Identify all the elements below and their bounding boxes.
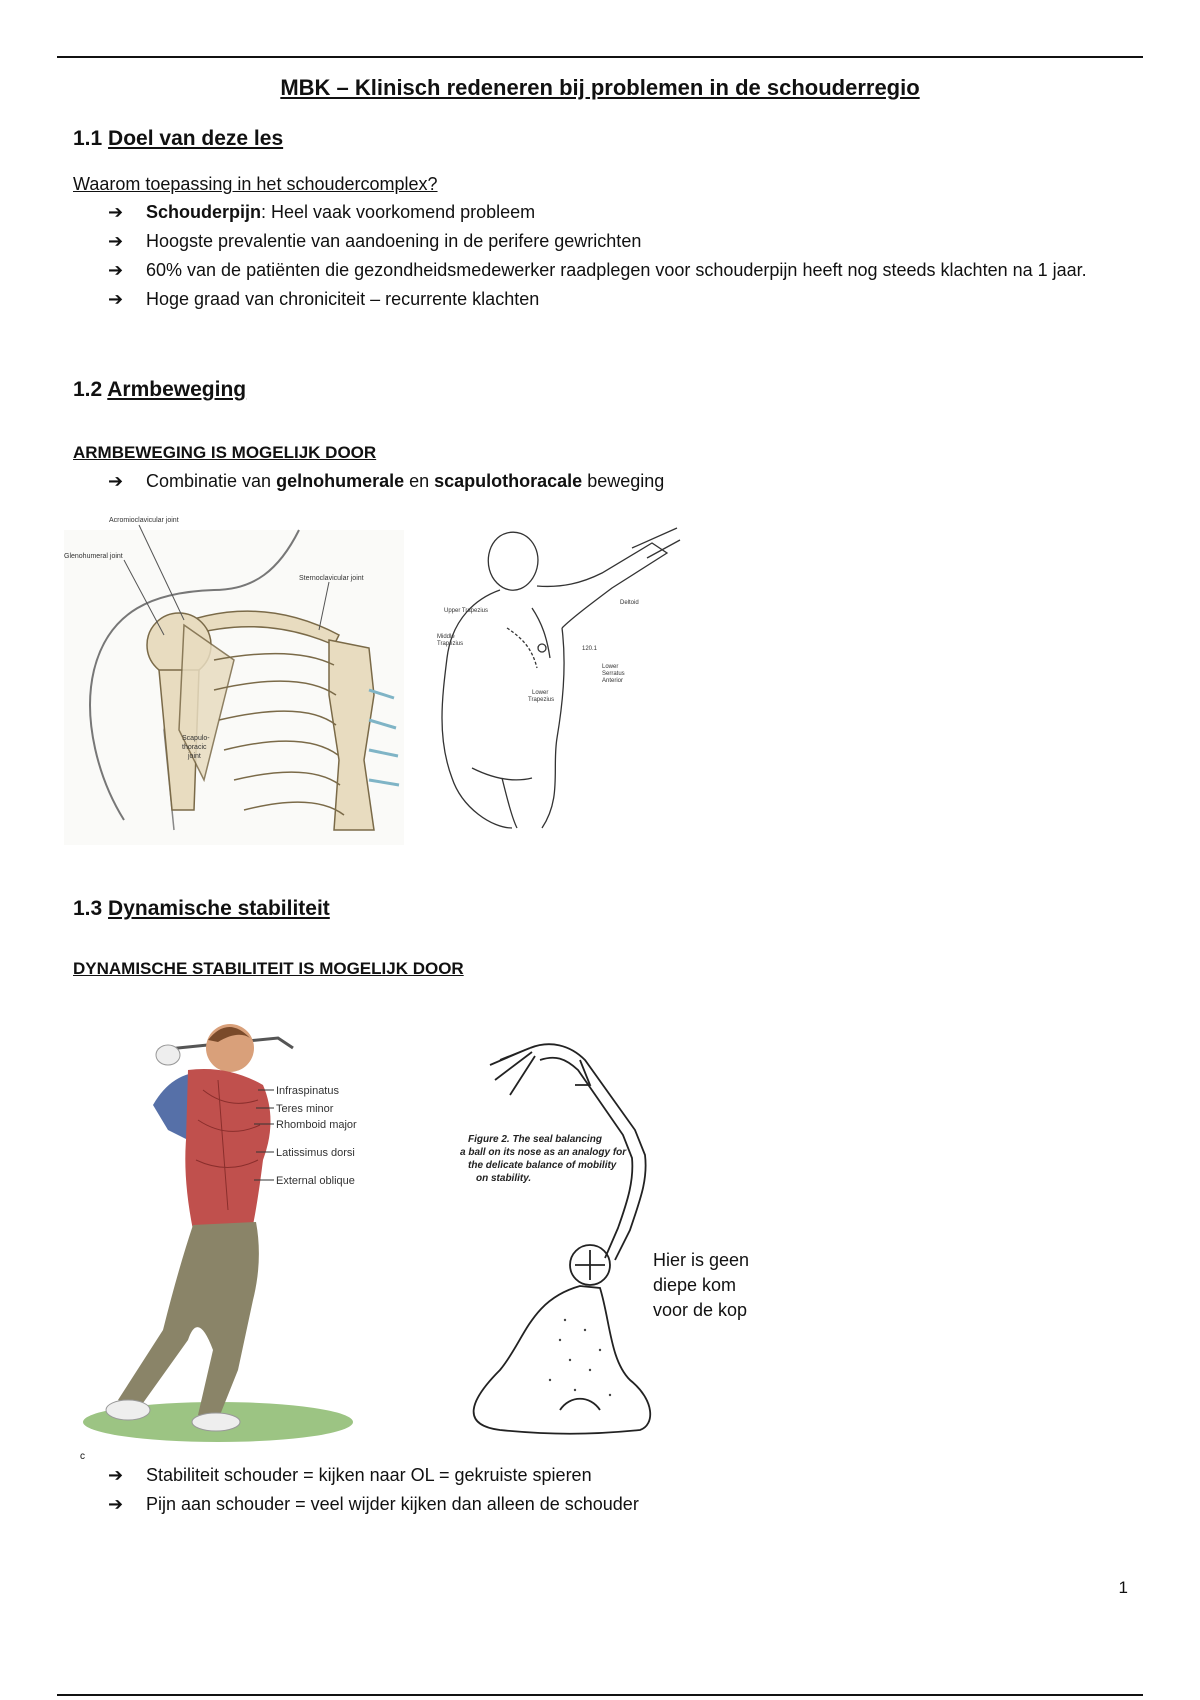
- arrow-icon: ➔: [108, 471, 124, 491]
- document-title: MBK – Klinisch redeneren bij problemen in de schouderregio: [280, 75, 920, 100]
- caption-line-4: on stability.: [476, 1173, 532, 1184]
- top-rule: [57, 56, 1143, 58]
- section-intro: Waarom toepassing in het schoudercomplex?: [73, 174, 438, 194]
- bullet-text: : Heel vaak voorkomend probleem: [261, 202, 536, 222]
- bullet-bold: Schouderpijn: [146, 202, 262, 222]
- section-1-2-bullets: [108, 467, 1128, 496]
- section-title: Doel van deze les: [108, 127, 284, 150]
- label-middle: Middle: [437, 634, 455, 640]
- bullet-item: [108, 1490, 1128, 1519]
- note-line: Hier is geen: [653, 1250, 750, 1270]
- section-subheading: ARMBEWEGING IS MOGELIJK DOOR: [73, 443, 377, 462]
- bullet-item: [108, 467, 1128, 496]
- section-subheading: DYNAMISCHE STABILITEIT IS MOGELIJK DOOR: [73, 959, 464, 978]
- arrow-icon: ➔: [108, 260, 124, 280]
- arrow-icon: ➔: [108, 202, 124, 222]
- label-latissimus-dorsi: Latissimus dorsi: [276, 1147, 355, 1159]
- bullet-text: Stabiliteit schouder = kijken naar OL = gekruiste spieren: [146, 1465, 592, 1485]
- section-1-3-heading: [73, 897, 330, 921]
- section-1-1-heading: [73, 127, 283, 151]
- arrow-icon: ➔: [108, 289, 124, 309]
- arrow-icon: ➔: [108, 1465, 124, 1485]
- label-sternoclavicular: Sternoclavicular joint: [299, 575, 364, 582]
- bullet-text: Combinatie van: [146, 471, 277, 491]
- label-deltoid: Deltoid: [620, 600, 639, 606]
- caption-line-3: the delicate balance of mobility: [468, 1160, 617, 1171]
- section-number: 1.1: [73, 127, 103, 150]
- annotation-note: [653, 1248, 749, 1323]
- caption-line-1: Figure 2. The seal balancing: [468, 1134, 602, 1145]
- small-mark: c: [80, 1451, 85, 1462]
- section-1-3-bullets: [108, 1461, 1128, 1519]
- note-line: diepe kom: [653, 1275, 737, 1295]
- section-1-2-heading: [73, 378, 246, 402]
- label-lower-trap: Lower: [532, 690, 549, 696]
- label-lower-trapezius: Trapezius: [528, 697, 555, 703]
- arrow-icon: ➔: [108, 231, 124, 251]
- bullet-item: [108, 1461, 1128, 1490]
- label-scapulo: Scapulo-: [182, 735, 210, 742]
- back-view-arm-elevation-figure: [432, 528, 682, 838]
- golfer-muscles-figure: [78, 1010, 408, 1450]
- label-trapezius: Trapezius: [437, 641, 464, 647]
- bottom-rule: [57, 1694, 1143, 1696]
- label-anterior: Anterior: [602, 678, 624, 684]
- bullet-text: Pijn aan schouder = veel wijder kijken dan alleen de schouder: [146, 1494, 639, 1514]
- bullet-text: Hoogste prevalentie van aandoening in de perifere gewrichten: [146, 231, 642, 251]
- shoulder-skeleton-figure: [64, 517, 404, 845]
- caption-line-2: a ball on its nose as an analogy for: [460, 1147, 627, 1158]
- section-number: 1.2: [73, 378, 103, 401]
- label-angle: 120.1: [582, 646, 598, 652]
- label-rhomboid-major: Rhomboid major: [276, 1119, 357, 1131]
- label-joint: joint: [188, 753, 201, 760]
- arrow-icon: ➔: [108, 1494, 124, 1514]
- note-line: voor de kop: [653, 1300, 748, 1320]
- section-number: 1.3: [73, 897, 103, 920]
- label-acromioclavicular: Acromioclavicular joint: [109, 517, 179, 524]
- label-external-oblique: External oblique: [276, 1175, 355, 1187]
- section-title: Armbeweging: [107, 378, 247, 401]
- page-number: 1: [1118, 1578, 1128, 1597]
- bullet-text: en: [404, 471, 435, 491]
- section-title: Dynamische stabiliteit: [108, 897, 330, 920]
- label-teres-minor: Teres minor: [276, 1103, 334, 1115]
- bullet-item: [108, 256, 1128, 285]
- section-1-1-bullets: [108, 198, 1128, 314]
- bullet-bold: gelnohumerale: [276, 471, 405, 491]
- bullet-text: beweging: [582, 471, 665, 491]
- bullet-text: Hoge graad van chroniciteit – recurrente klachten: [146, 289, 540, 309]
- label-upper-trapezius: Upper Trapezius: [444, 608, 489, 614]
- bullet-item: [108, 285, 1128, 314]
- bullet-bold: scapulothoracale: [434, 471, 583, 491]
- bullet-item: [108, 198, 1128, 227]
- label-serratus: Serratus: [602, 671, 625, 677]
- bullet-item: [108, 227, 1128, 256]
- seal-balance-analogy-figure: [440, 1040, 710, 1450]
- label-lower: Lower: [602, 664, 619, 670]
- label-glenohumeral: Glenohumeral joint: [64, 553, 123, 560]
- label-thoracic: thoracic: [182, 744, 207, 751]
- label-infraspinatus: Infraspinatus: [276, 1085, 339, 1097]
- bullet-text: 60% van de patiënten die gezondheidsmedewerker raadplegen voor schouderpijn heeft nog steeds klachten na 1 jaar.: [146, 260, 1087, 280]
